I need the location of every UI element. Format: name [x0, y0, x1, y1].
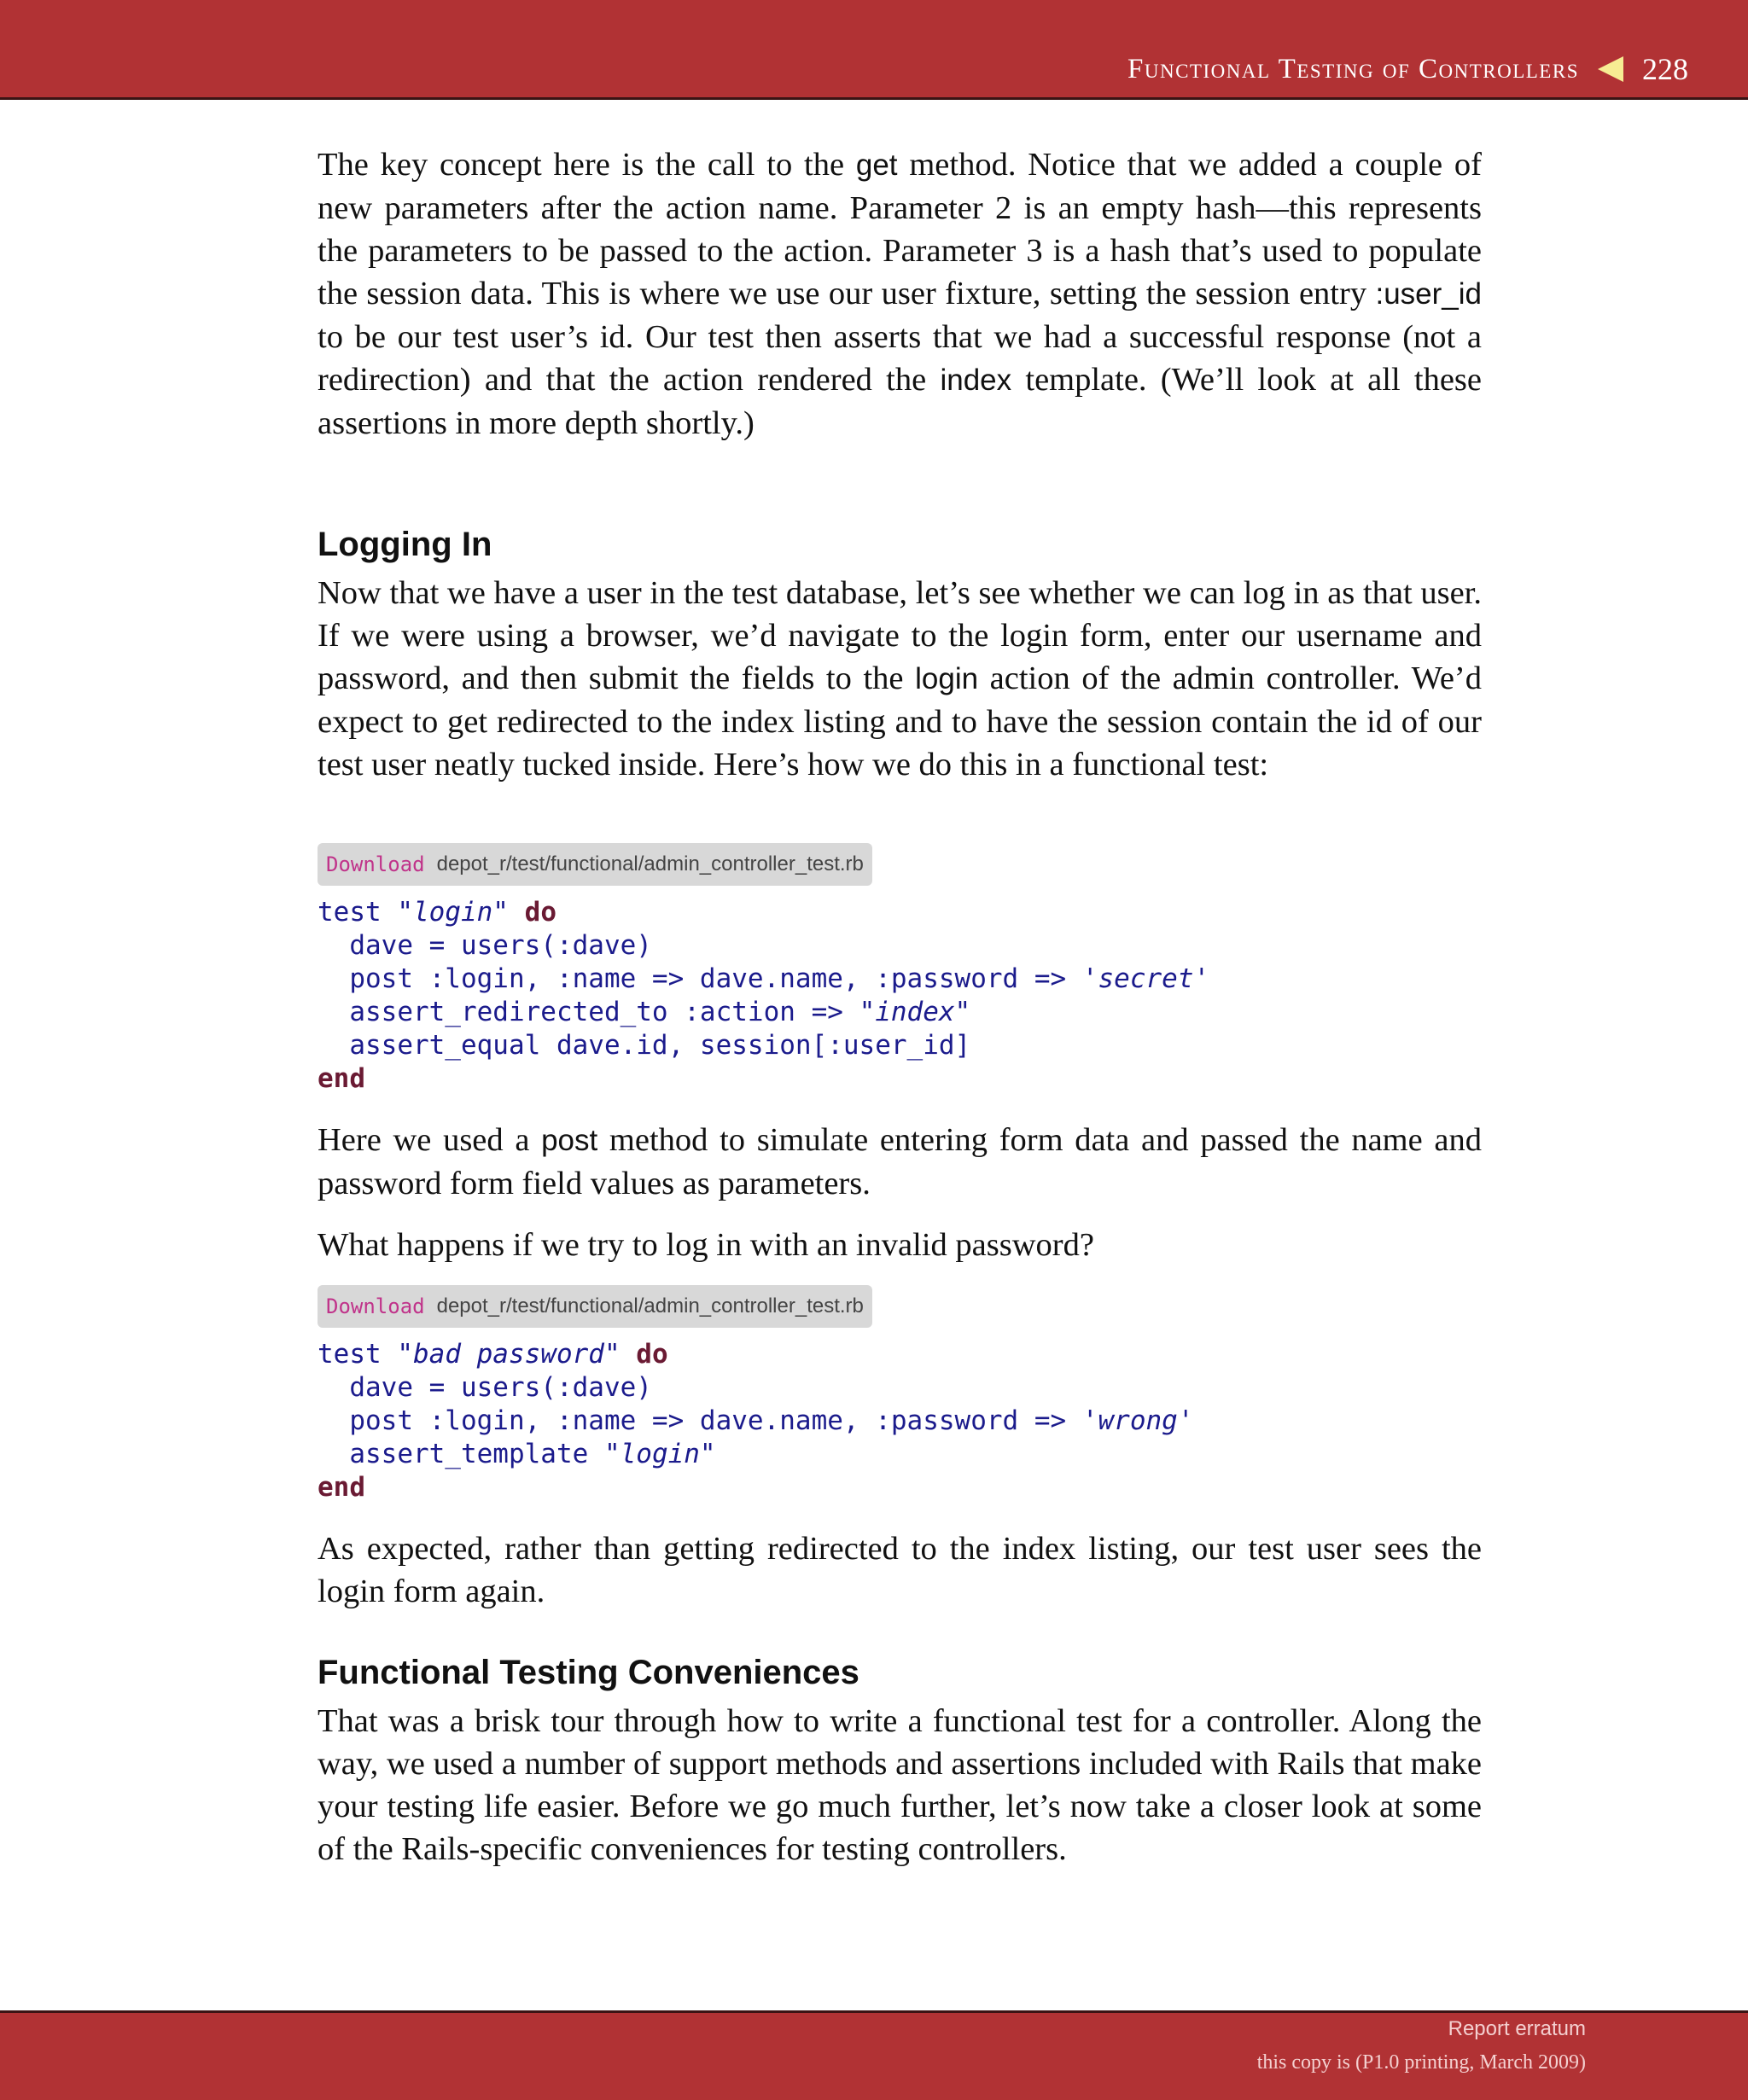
- code-text: assert_template: [318, 1439, 604, 1469]
- code-line: assert_equal dave.id, session[:user_id]: [318, 1030, 971, 1061]
- paragraph-logging-in: [318, 572, 1482, 786]
- code-string: "index": [859, 997, 971, 1027]
- code-text: test: [318, 897, 398, 928]
- code-keyword: end: [318, 1063, 365, 1094]
- text-run: template. (We’ll look at all these assertions in more depth shortly.): [318, 362, 1483, 441]
- code-string: "bad password": [397, 1339, 621, 1370]
- text-run: method to simulate entering form data and passed the name and password form field values as parameters.: [318, 1122, 1482, 1201]
- paragraph-get-method: [318, 143, 1482, 445]
- code-text: test: [318, 1339, 398, 1370]
- running-head-title: Functional Testing of Controllers: [1127, 53, 1579, 84]
- report-erratum-link[interactable]: Report erratum: [1448, 2017, 1586, 2040]
- download-link[interactable]: Download: [326, 1294, 425, 1318]
- download-box-2: [318, 1285, 872, 1328]
- code-keyword: do: [524, 897, 556, 928]
- copy-info: this copy is (P1.0 printing, March 2009): [1256, 2051, 1586, 2074]
- paragraph-post-method: [318, 1119, 1482, 1205]
- inline-code-index: index: [940, 364, 1012, 397]
- back-arrow-icon[interactable]: [1598, 56, 1623, 82]
- paragraph-conveniences: That was a brisk tour through how to write a functional test for a controller. Along the way, we used a number of support methods and assertions included with Rails that make your testing life easier. Before we go much further, let’s now take a closer look at some of the Rails-specific conveniences for testing controllers.: [318, 1703, 1482, 1867]
- download-path: depot_r/test/functional/admin_controller_test.rb: [436, 1294, 864, 1318]
- code-line: dave = users(:dave): [318, 930, 652, 961]
- inline-code-login: login: [915, 662, 979, 695]
- code-string: "login": [397, 897, 509, 928]
- paragraph-invalid-password: What happens if we try to log in with an invalid password?: [318, 1227, 1094, 1263]
- text-run: The key concept here is the call to the: [318, 147, 856, 183]
- inline-code-get: get: [855, 148, 898, 182]
- text-run: action of the admin controller. We’d expect to get redirected to the index listing and to have the session contain the id of our test user neatly tucked inside. Here’s how we do this in a functional test:: [318, 660, 1482, 782]
- text-run: method. Notice that we added a couple of new parameters after the action name. Parameter 2 is an empty hash—this represents the parameters to be passed to the action. Parameter 3 is a hash that’s used to populate the session data. This is where we use our user fixture, setting the session entry: [318, 147, 1482, 311]
- code-string: 'secret': [1081, 963, 1210, 994]
- code-keyword: do: [636, 1339, 668, 1370]
- text-run: Here we used a: [318, 1122, 542, 1158]
- download-link[interactable]: Download: [326, 852, 425, 876]
- running-head: [1127, 51, 1688, 87]
- text-run: to be our test user’s id. Our test then asserts that we had a successful response (not a redirection) and that the action rendered the: [318, 319, 1482, 398]
- code-string: "login": [603, 1439, 716, 1469]
- inline-code-user-id: :user_id: [1375, 277, 1482, 311]
- code-block-login-test: [318, 896, 1209, 1096]
- download-path: depot_r/test/functional/admin_controller_test.rb: [436, 852, 864, 875]
- text-run: Now that we have a user in the test database, let’s see whether we can log in as that user. If we were using a browser, we’d navigate to the login form, enter our username and password, and then submit the fields to the: [318, 575, 1482, 696]
- inline-code-post: post: [541, 1124, 598, 1157]
- code-text: post :login, :name => dave.name, :password =>: [318, 1405, 1082, 1436]
- code-line: dave = users(:dave): [318, 1372, 652, 1403]
- code-text: post :login, :name => dave.name, :password =>: [318, 963, 1082, 994]
- code-text: assert_redirected_to :action =>: [318, 997, 859, 1027]
- code-string: 'wrong': [1081, 1405, 1194, 1436]
- code-block-bad-password-test: [318, 1338, 1194, 1504]
- heading-functional-testing-conveniences: Functional Testing Conveniences: [318, 1654, 859, 1691]
- paragraph-as-expected: As expected, rather than getting redirected to the index listing, our test user sees the login form again.: [318, 1531, 1482, 1609]
- page-number: 228: [1642, 52, 1688, 86]
- code-keyword: end: [318, 1472, 365, 1503]
- heading-logging-in: Logging In: [318, 526, 492, 563]
- download-box-1: [318, 843, 872, 886]
